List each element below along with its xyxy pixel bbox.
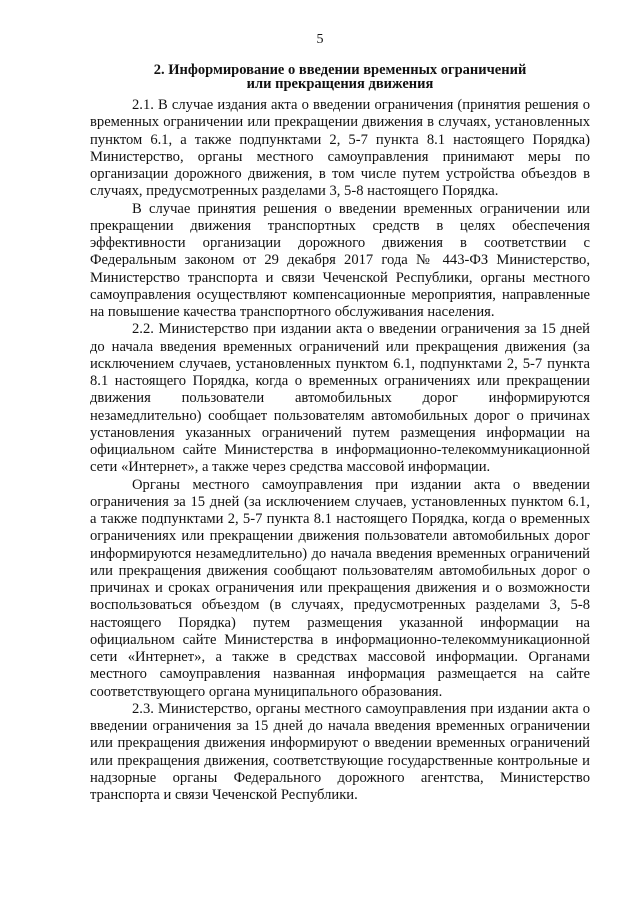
paragraph-2-3: 2.3. Министерство, органы местного самоуправления при издании акта о введении ограничения за 15 дней до начала введения временных ограничении или прекращения движения информируют о введении временных ограничений или прекращения движения, соответствующие государственные контрольные и надзорные органы Федерального дорожного агентства, Министерство транспорта и связи Чеченской Республики. (90, 700, 590, 803)
paragraph-2-2-continued: Органы местного самоуправления при издании акта о введении ограничения за 15 дней (за исключением случаев, установленных пунктом 6.1, а также подпунктами 2, 5-7 пункта 8.1 настоящего Порядка, когда о временных ограничениях или прекращении движения пользователи автомобильных дорог информируются незамедлительно) до начала введения временных ограничений или прекращения движения сообщают пользователям автомобильных дорог о причинах и сроках ограничения или прекращения движения и о возможности воспользоваться объездом (в случаях, предусмотренных разделами 3, 5-8 настоящего Порядка) путем размещения указанной информации на официальном сайте Министерства в информационно-телекоммуникационной сети «Интернет», а также в средствах массовой информации. Органами местного самоуправления названная информация размещается на сайте соответствующего органа муниципального образования. (90, 476, 590, 700)
section-heading-line-2: или прекращения движения (246, 76, 434, 92)
paragraph-2-1-continued: В случае принятия решения о введении временных ограничении или прекращении движения транспортных средств в целях обеспечения эффективности организации дорожного движения в соответствии с Федеральным законом от 29 декабря 2017 года № 443-ФЗ Министерство, Министерство транспорта и связи Чеченской Республики, органы местного самоуправления осуществляют компенсационные мероприятия, направленные на повышение качества транспортного обслуживания населения. (90, 200, 590, 320)
section-heading-line-1: 2. Информирование о введении временных ограничений (153, 62, 527, 78)
section-body (90, 97, 590, 804)
section-heading (90, 63, 590, 91)
page-number: 5 (316, 32, 324, 47)
paragraph-2-2: 2.2. Министерство при издании акта о введении ограничения за 15 дней до начала введения временных ограничений или прекращения движения (за исключением случаев, установленных пунктом 6.1, подпунктами 2, 5-7 пункта 8.1 настоящего Порядка, когда о временных ограничениях или прекращении движения пользователи автомобильных дорог информируются незамедлительно) сообщает пользователям автомобильных дорог о причинах установления указанных ограничений путем размещения информации на официальном сайте Министерства в информационно-телекоммуникационной сети «Интернет», а также через средства массовой информации. (90, 321, 590, 476)
paragraph-2-1: 2.1. В случае издания акта о введении ограничения (принятия решения о временных ограничении или прекращении движения в случаях, установленных пунктом 6.1, а также подпунктами 2, 5-7 пункта 8.1 настоящего Порядка) Министерство, органы местного самоуправления принимают меры по организации дорожного движения, в том числе путем устройства объездов в случаях, предусмотренных разделами 3, 5-8 настоящего Порядка. (90, 97, 590, 200)
